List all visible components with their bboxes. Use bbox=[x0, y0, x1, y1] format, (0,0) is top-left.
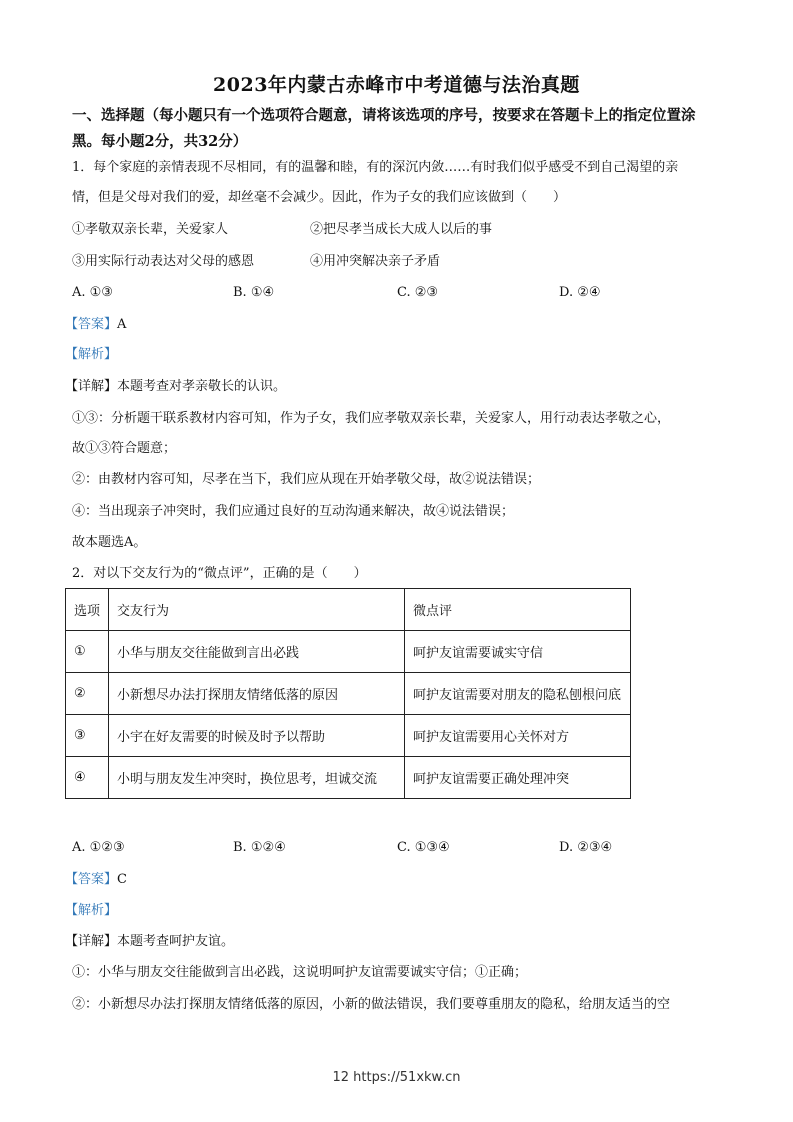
table-cell: 小宇在好友需要的时候及时予以帮助 bbox=[109, 715, 405, 757]
q2-detail-1: 【详解】本题考查呵护友谊。 bbox=[65, 934, 235, 949]
q2-option-c: C. ①③④ bbox=[397, 840, 450, 855]
q2-option-d: D. ②③④ bbox=[559, 840, 613, 855]
q1-detail-5: ④：当出现亲子冲突时，我们应通过良好的互动沟通来解决，故④说法错误； bbox=[72, 504, 515, 519]
q1-stem-line-2: 情，但是父母对我们的爱，却丝毫不会减少。因此，作为子女的我们应该做到（ ） bbox=[72, 190, 567, 205]
table-cell: ② bbox=[66, 673, 109, 715]
table-header-row bbox=[66, 589, 631, 631]
q2-answer-label: 【答案】 bbox=[65, 872, 118, 887]
q2-option-a: A. ①②③ bbox=[72, 840, 125, 855]
page-title: 2023年内蒙古赤峰市中考道德与法治真题 bbox=[213, 74, 580, 96]
q1-item-2: ②把尽孝当成长大成人以后的事 bbox=[310, 222, 493, 237]
table-header-cell: 微点评 bbox=[405, 589, 631, 631]
table-cell: 小华与朋友交往能做到言出必践 bbox=[109, 631, 405, 673]
table-cell: 呵护友谊需要诚实守信 bbox=[405, 631, 631, 673]
section-header: 一、选择题（每小题只有一个选项符合题意，请将该选项的序号，按要求在答题卡上的指定位置涂黑。每小题2分，共32分） bbox=[72, 107, 696, 150]
q1-answer-value: A bbox=[117, 317, 127, 332]
table-row bbox=[66, 757, 631, 799]
table-cell: ③ bbox=[66, 715, 109, 757]
q1-option-c: C. ②③ bbox=[397, 285, 439, 300]
table-header-cell: 交友行为 bbox=[109, 589, 405, 631]
q2-stem: 2．对以下交友行为的“微点评”，正确的是（ ） bbox=[72, 566, 367, 581]
q1-detail-4: ②：由教材内容可知，尽孝在当下，我们应从现在开始孝敬父母，故②说法错误； bbox=[72, 472, 541, 487]
q1-detail-1: 【详解】本题考查对孝亲敬长的认识。 bbox=[65, 379, 287, 394]
q2-detail-3: ②：小新想尽办法打探朋友情绪低落的原因，小新的做法错误，我们要尊重朋友的隐私，给朋友适当的空 bbox=[72, 997, 671, 1012]
table-header-cell: 选项 bbox=[66, 589, 109, 631]
table-cell: 呵护友谊需要用心关怀对方 bbox=[405, 715, 631, 757]
q2-answer-value: C bbox=[117, 872, 127, 887]
table-row bbox=[66, 673, 631, 715]
q1-item-1: ①孝敬双亲长辈，关爱家人 bbox=[72, 222, 229, 237]
table-cell: 小明与朋友发生冲突时，换位思考，坦诚交流 bbox=[109, 757, 405, 799]
table-row bbox=[66, 631, 631, 673]
q1-answer-label: 【答案】 bbox=[65, 317, 118, 332]
q1-answer bbox=[65, 316, 126, 334]
q1-item-4: ④用冲突解决亲子矛盾 bbox=[310, 254, 441, 269]
q2-option-b: B. ①②④ bbox=[233, 840, 286, 855]
q1-detail-6: 故本题选A。 bbox=[72, 535, 147, 550]
table-cell: ① bbox=[66, 631, 109, 673]
page-footer: 12 https://51xkw.cn bbox=[332, 1070, 461, 1085]
q1-stem-line-1: 1．每个家庭的亲情表现不尽相同，有的温馨和睦，有的深沉内敛……有时我们似乎感受不到自己渴望的亲 bbox=[72, 160, 679, 175]
table-cell: 呵护友谊需要对朋友的隐私刨根问底 bbox=[405, 673, 631, 715]
q2-analysis-label: 【解析】 bbox=[65, 903, 118, 918]
q1-option-b: B. ①④ bbox=[233, 285, 275, 300]
q1-detail-3: 故①③符合题意； bbox=[72, 441, 177, 456]
q1-option-a: A. ①③ bbox=[72, 285, 113, 300]
q2-detail-2: ①：小华与朋友交往能做到言出必践，这说明呵护友谊需要诚实守信；①正确； bbox=[72, 965, 528, 980]
table-cell: 小新想尽办法打探朋友情绪低落的原因 bbox=[109, 673, 405, 715]
q2-answer bbox=[65, 871, 127, 889]
table-cell: 呵护友谊需要正确处理冲突 bbox=[405, 757, 631, 799]
friendship-table bbox=[65, 588, 631, 799]
q1-option-d: D. ②④ bbox=[559, 285, 601, 300]
q1-analysis-label: 【解析】 bbox=[65, 347, 118, 362]
q1-detail-2: ①③：分析题干联系教材内容可知，作为子女，我们应孝敬双亲长辈，关爱家人，用行动表达孝敬之心， bbox=[72, 411, 671, 426]
q1-item-3: ③用实际行动表达对父母的感恩 bbox=[72, 254, 255, 269]
table-row bbox=[66, 715, 631, 757]
table-cell: ④ bbox=[66, 757, 109, 799]
